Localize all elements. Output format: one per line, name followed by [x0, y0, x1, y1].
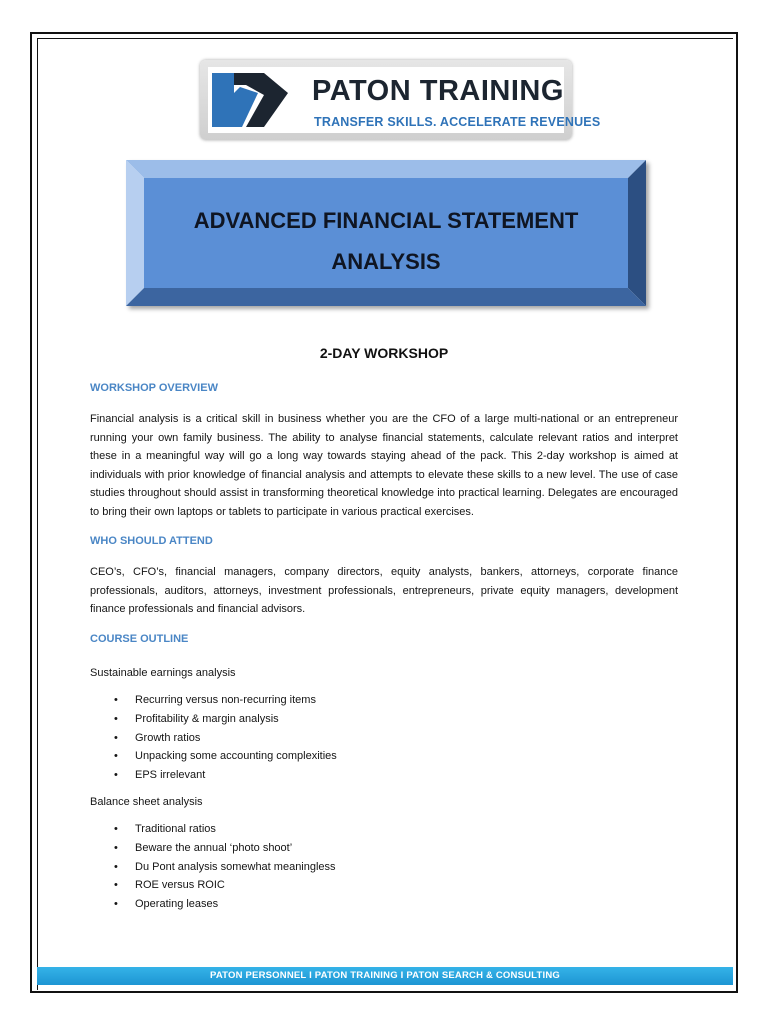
title-line-1: ADVANCED FINANCIAL STATEMENT [193, 208, 579, 233]
list-item [90, 766, 337, 785]
title-banner [126, 160, 646, 306]
overview-text: Financial analysis is a critical skill in business whether you are the CFO of a large multi-national or an entrepreneur running your own family business. The ability to analyse financial statements, calculate relevant ratios and interpret these in a meaningful way will go a long way towards staying ahead of the pack. This 2-day workshop is aimed at individuals with prior knowledge of financial analysis and attempts to elevate these skills to a new level. The use of case studies throughout should assist in transforming theoretical knowledge into practical learning. Delegates are encouraged to bring their own laptops or tablets to participate in various practical exercises. [90, 413, 678, 518]
title-line-2: ANALYSIS [331, 249, 441, 274]
bullet: • [114, 879, 118, 892]
page-title [126, 200, 646, 282]
list-item [90, 729, 337, 748]
footer-bar [37, 967, 733, 985]
list-item-text: Unpacking some accounting complexities [135, 750, 337, 763]
outline-heading: COURSE OUTLINE [90, 633, 189, 645]
bullet: • [114, 694, 118, 706]
overview-heading: WORKSHOP OVERVIEW [90, 382, 218, 394]
section-title-balance: Balance sheet analysis [90, 796, 203, 808]
list-item [90, 710, 337, 729]
list-item [90, 820, 336, 839]
bullet: • [114, 769, 118, 782]
bullet: • [114, 750, 118, 763]
bullet: • [114, 823, 118, 835]
workshop-label: 2-DAY WORKSHOP [319, 345, 449, 361]
bullet: • [114, 860, 118, 873]
bullet: • [114, 841, 118, 854]
bullet: • [114, 898, 118, 911]
balance-list [90, 820, 336, 914]
list-item-text: ROE versus ROIC [135, 879, 225, 892]
section-title-earnings: Sustainable earnings analysis [90, 667, 236, 679]
attend-heading: WHO SHOULD ATTEND [90, 535, 213, 547]
brand-name: PATON TRAINING [312, 75, 564, 107]
list-item-text: Beware the annual ‘photo shoot’ [135, 841, 293, 854]
list-item-text: Operating leases [135, 898, 219, 911]
list-item [90, 858, 336, 877]
footer-text: PATON PERSONNEL I PATON TRAINING I PATON SEARCH & CONSULTING [210, 970, 560, 981]
logo-mark-icon [212, 73, 288, 127]
list-item [90, 747, 337, 766]
logo [200, 60, 601, 140]
list-item-text: Recurring versus non-recurring items [135, 694, 316, 706]
list-item-text: EPS irrelevant [135, 769, 206, 782]
logo-panel [208, 67, 601, 133]
list-item-text: Traditional ratios [135, 823, 216, 835]
earnings-list [90, 691, 337, 785]
brand-tagline: TRANSFER SKILLS. ACCELERATE REVENUES [314, 115, 601, 129]
bullet: • [114, 731, 118, 744]
list-item-text: Growth ratios [135, 731, 201, 744]
bullet: • [114, 712, 118, 725]
list-item [90, 895, 336, 914]
list-item [90, 839, 336, 858]
list-item [90, 876, 336, 895]
list-item [90, 691, 337, 710]
attend-text: CEO’s, CFO’s, financial managers, company directors, equity analysts, bankers, attorneys, corporate finance professionals, auditors, attorneys, investment professionals, entrepreneurs, private equity managers, development finance professionals and financial advisors. [90, 566, 678, 615]
list-item-text: Du Pont analysis somewhat meaningless [135, 860, 336, 873]
list-item-text: Profitability & margin analysis [135, 712, 279, 725]
